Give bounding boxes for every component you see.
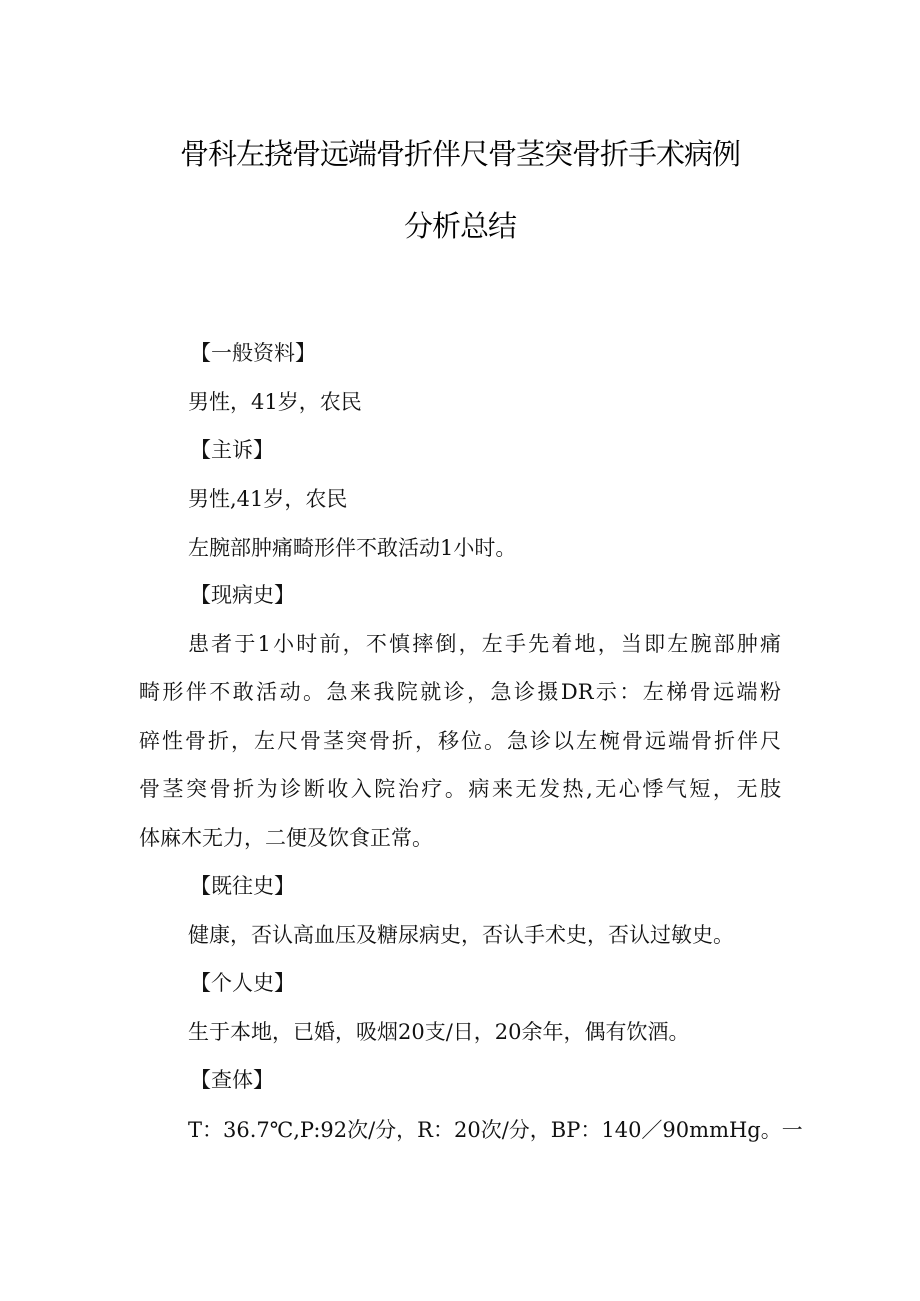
personal-history-text: 生于本地，已婚，吸烟20支/日，20余年，偶有饮酒。 bbox=[188, 1020, 690, 1044]
section-heading-present-illness: 【现病史】 bbox=[190, 583, 295, 607]
document-title-line-1: 骨科左挠骨远端骨折伴尺骨茎突骨折手术病例 bbox=[179, 137, 740, 171]
exam-text: T：36.7℃,P:92次/分，R：20次/分，BP：140／90mmHg。一 bbox=[188, 1118, 803, 1142]
present-illness-line-3: 碎性骨折，左尺骨茎突骨折，移位。急诊以左椀骨远端骨折伴尺 bbox=[139, 729, 781, 753]
complaint-text-1: 男性,41岁，农民 bbox=[188, 487, 348, 511]
present-illness-line-1: 患者于1小时前，不慎摔倒，左手先着地，当即左腕部肿痛 bbox=[188, 632, 781, 656]
section-heading-general: 【一般资料】 bbox=[190, 341, 316, 365]
present-illness-line-2: 畸形伴不敢活动。急来我院就诊，急诊摄DR示：左梯骨远端粉 bbox=[139, 680, 781, 704]
section-heading-past-history: 【既往史】 bbox=[190, 874, 295, 898]
section-heading-complaint: 【主诉】 bbox=[190, 438, 274, 462]
past-history-text: 健康，否认高血压及糖尿病史，否认手术史，否认过敏史。 bbox=[188, 923, 734, 947]
section-heading-exam: 【查体】 bbox=[190, 1068, 274, 1092]
present-illness-line-4: 骨茎突骨折为诊断收入院治疗。病来无发热,无心悸气短，无肢 bbox=[139, 777, 781, 801]
section-heading-personal-history: 【个人史】 bbox=[190, 971, 295, 995]
present-illness-line-5: 体麻木无力，二便及饮食正常。 bbox=[139, 826, 433, 850]
complaint-text-2: 左腕部肿痛畸形伴不敢活动1小时。 bbox=[188, 536, 517, 560]
document-title-line-2: 分析总结 bbox=[403, 209, 516, 243]
general-info-text: 男性，41岁，农民 bbox=[188, 390, 362, 414]
